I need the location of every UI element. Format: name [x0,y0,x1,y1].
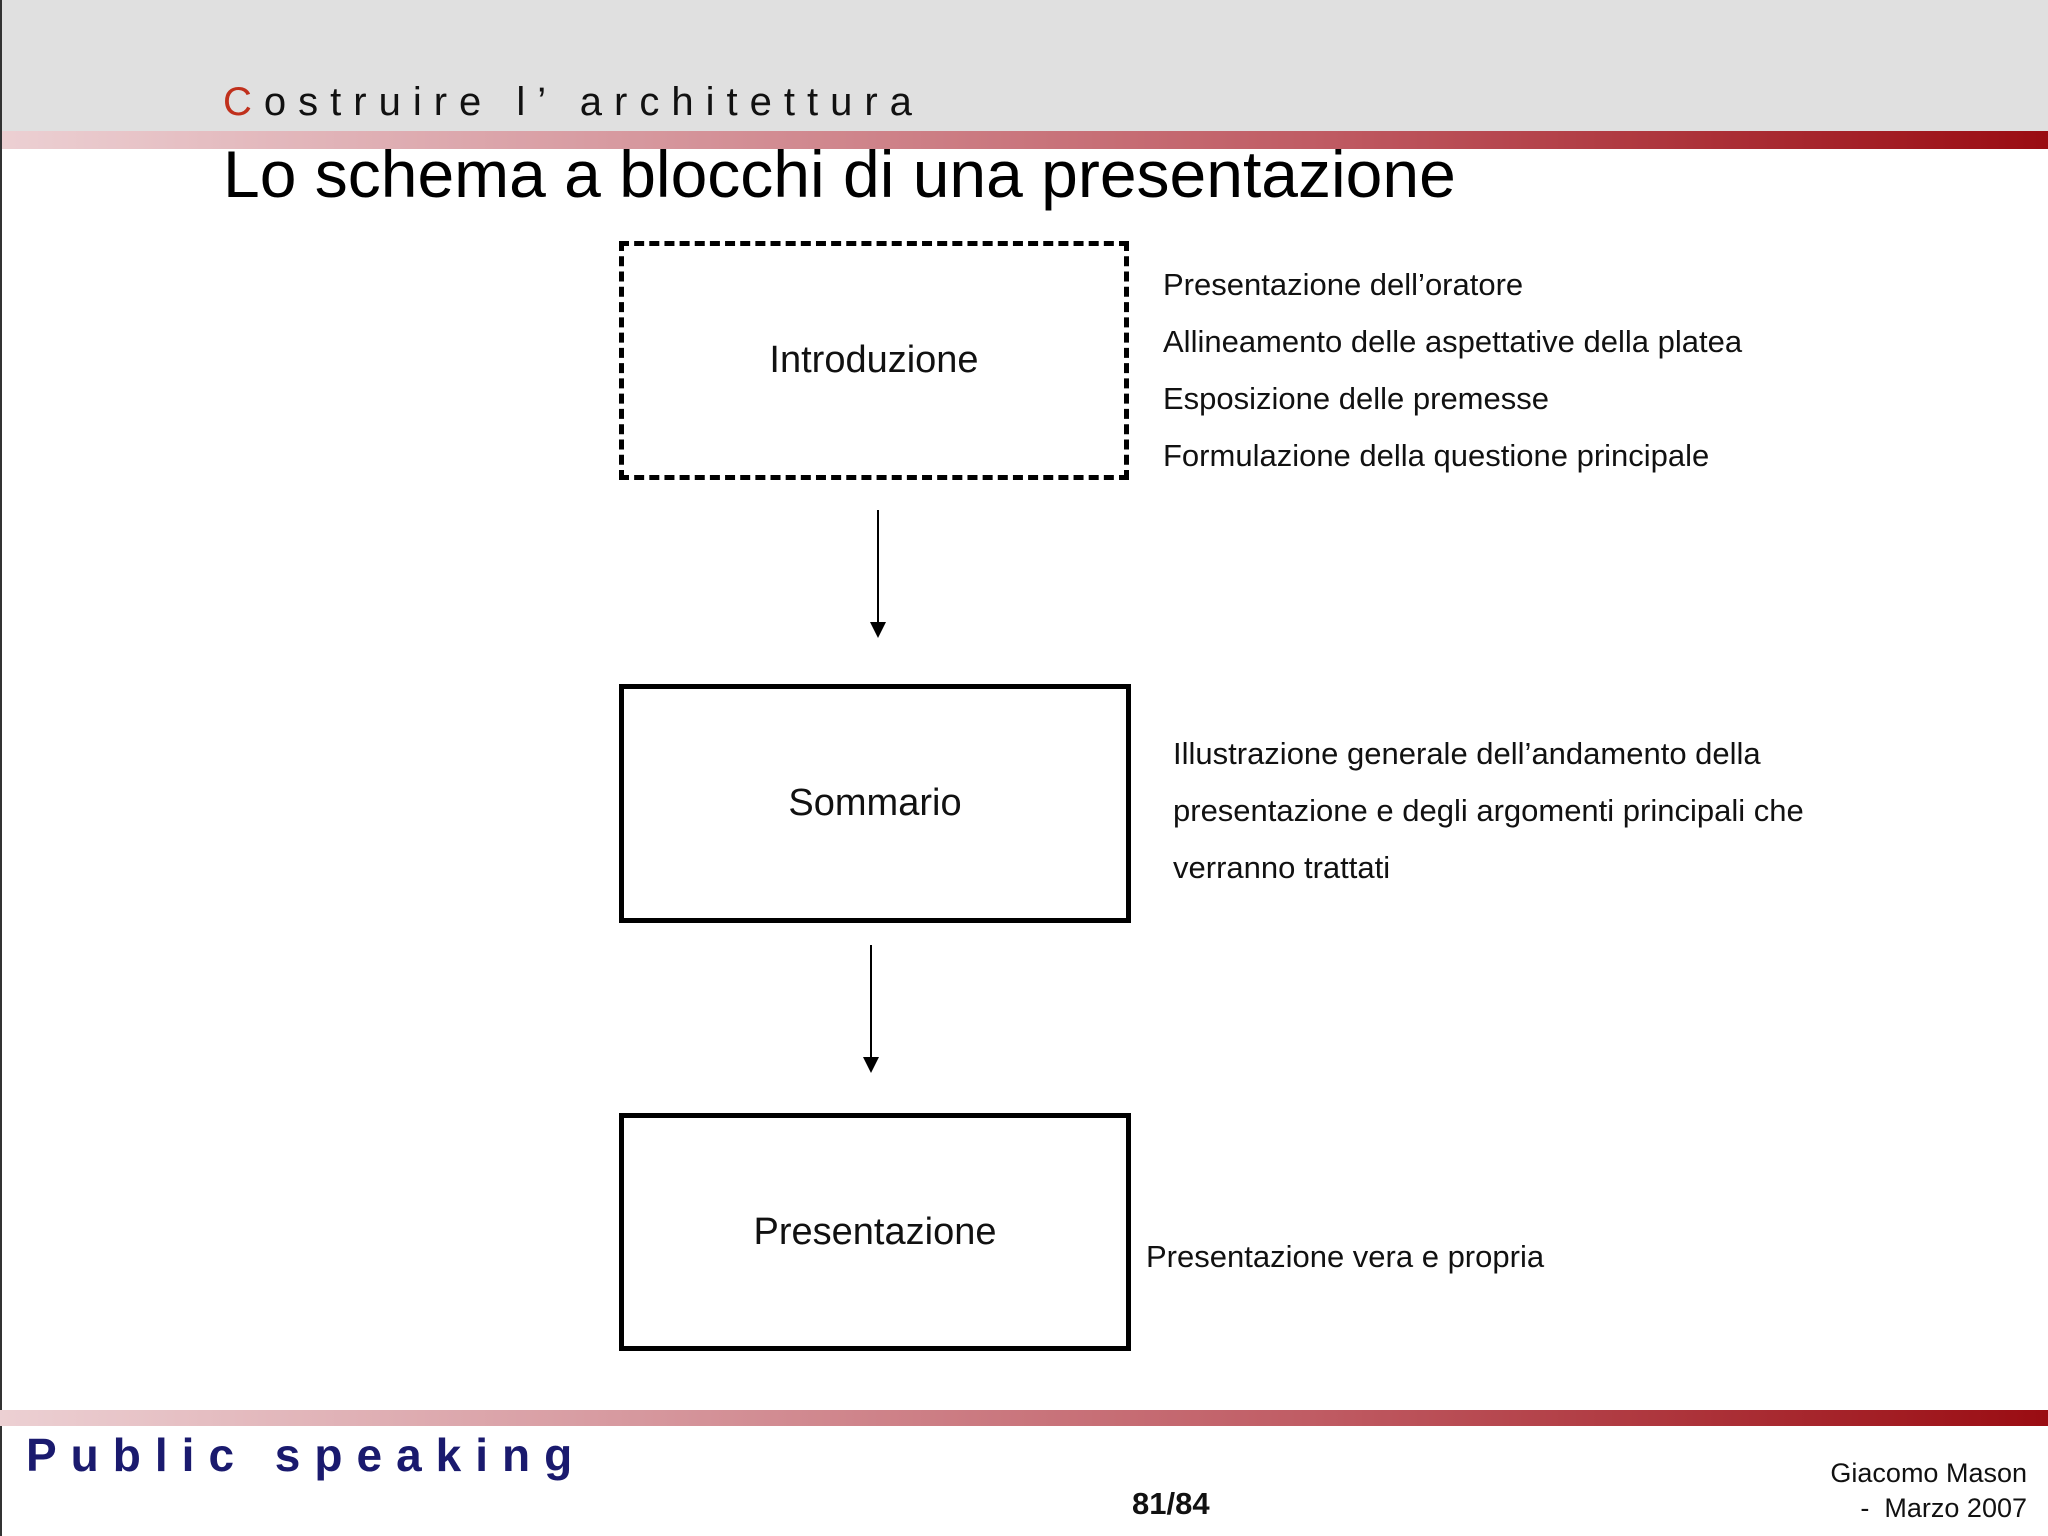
author-info [1830,1456,2027,1526]
author-name: Giacomo Mason [1830,1458,2027,1488]
arrowhead-introduzione-sommario [870,622,886,638]
introduzione-note: Formulazione della questione principale [1163,438,1710,473]
page-number: 81/84 [1132,1486,1210,1521]
section-title-rest: ostruire l’ architettura [263,80,924,124]
author-date: - Marzo 2007 [1852,1493,2027,1523]
block-sommario-label: Sommario [788,782,962,824]
block-presentazione-label: Presentazione [753,1210,997,1253]
slide-title: Lo schema a blocchi di una presentazione [223,137,1456,211]
arrowhead-sommario-presentazione [863,1057,879,1073]
section-title-initial: C [223,80,264,124]
footer-gradient-bar [0,1410,2048,1426]
footer-title: Public speaking [26,1429,587,1481]
introduzione-note: Presentazione dell’oratore [1163,267,1524,302]
presentazione-notes: Presentazione vera e propria [1146,1239,1545,1274]
block-introduzione-label: Introduzione [769,339,979,381]
sommario-notes: Illustrazione generale dell’andamento della presentazione e degli argomenti principali che verranno trattati [1173,736,1804,885]
introduzione-note: Esposizione delle premesse [1163,381,1549,416]
introduzione-note: Allineamento delle aspettative della platea [1163,324,1743,359]
